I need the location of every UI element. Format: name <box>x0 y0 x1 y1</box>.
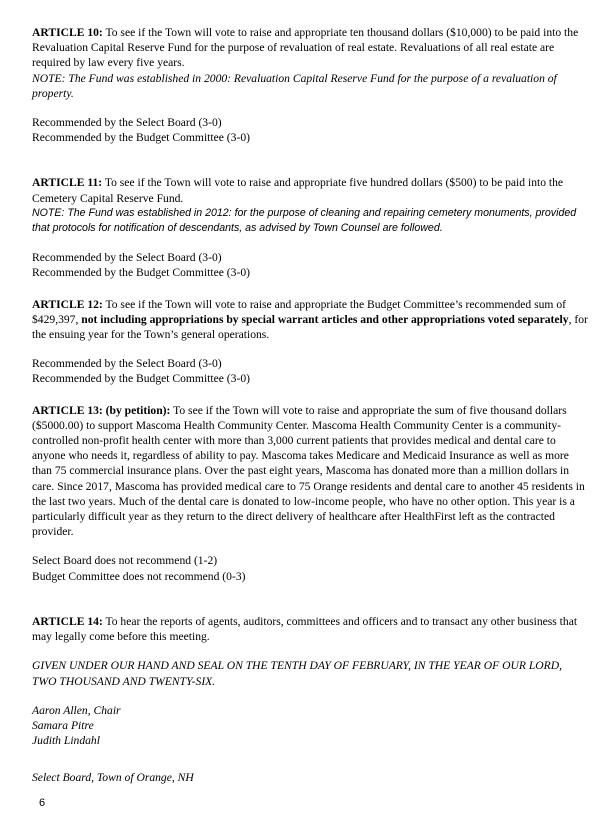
article-13-text: To see if the Town will vote to raise and appropriate the sum of five thousand dollars ($5000.00) to support Mascoma Health Community Center. Mascoma Health Community Center is a community-controlled non-profit health center with more than 3,000 current patients that provides medical and dental care to anyone who needs it, regardless of ability to pay. Mascoma takes Medicare and Medicaid Insurance as well as more than 75 commercial insurance plans. Over the past eight years, Mascoma has donated more than a million dollars in care. Since 2017, Mascoma has provided medical care to 75 Orange residents and dental care to another 45 residents in the last two years. Much of the dental care is donated to low-income people, who have no other option. This year is a particularly difficult year as they return to the direct delivery of healthcare after HealthFirst left as the contracted provider. <box>32 403 585 539</box>
article-11-body <box>32 175 588 205</box>
article-10-text: To see if the Town will vote to raise and appropriate ten thousand dollars ($10,000) to be paid into the Revaluation Capital Reserve Fund for the purpose of revaluation of real estate. Revaluations of all real estate are required by law every five years. <box>32 26 579 70</box>
article-12-text-a: To see if the Town will vote to raise and appropriate the Budget Committee’s recommended sum of $429,397, <box>32 297 566 326</box>
article-11-rec-select: Recommended by the Select Board (3-0) <box>32 251 222 265</box>
article-12-rec-budget: Recommended by the Budget Committee (3-0) <box>32 372 250 386</box>
given-statement: GIVEN UNDER OUR HAND AND SEAL ON THE TENTH DAY OF FEBRUARY, IN THE YEAR OF OUR LORD, TWO THOUSAND AND TWENTY-SIX. <box>32 659 562 688</box>
board-name: Select Board, Town of Orange, NH <box>32 771 194 785</box>
article-12-rec-select: Recommended by the Select Board (3-0) <box>32 357 222 371</box>
article-12-text-b: , for the ensuing year for the Town’s general operations. <box>32 312 588 342</box>
article-11-note: NOTE: The Fund was established in 2012: for the purpose of cleaning and repairing cemetery monuments, provided that protocols for notification of descendants, as advised by Town Counsel are followed. <box>32 206 577 235</box>
article-13-label: ARTICLE 13: (by petition): <box>32 403 171 417</box>
article-13-rec-select: Select Board does not recommend (1-2) <box>32 554 218 568</box>
signatory-3: Judith Lindahl <box>32 734 100 748</box>
article-14-text: To hear the reports of agents, auditors, committees and officers and to transact any other business that may legally come before this meeting. <box>32 614 578 644</box>
article-11-label: ARTICLE 11: <box>32 176 103 190</box>
article-10-note: NOTE: The Fund was established in 2000: Revaluation Capital Reserve Fund for the purpose of a revaluation of property. <box>32 71 557 100</box>
signatory-2: Samara Pitre <box>32 718 94 732</box>
article-11-rec-budget: Recommended by the Budget Committee (3-0) <box>32 266 250 280</box>
article-12-body <box>32 297 588 343</box>
article-13-body <box>32 403 588 540</box>
article-12-text-bold: not including appropriations by special warrant articles and other appropriations voted separately <box>81 312 569 326</box>
article-11-text: To see if the Town will vote to raise and appropriate five hundred dollars ($500) to be paid into the Cemetery Capital Reserve Fund. <box>32 176 564 205</box>
signatory-1: Aaron Allen, Chair <box>32 703 121 717</box>
article-13-rec-budget: Budget Committee does not recommend (0-3) <box>32 569 246 583</box>
article-14-body <box>32 614 588 644</box>
article-12-label: ARTICLE 12: <box>32 297 103 311</box>
article-14-label: ARTICLE 14: <box>32 614 103 628</box>
article-10-label: ARTICLE 10: <box>32 26 103 39</box>
article-10-rec-budget: Recommended by the Budget Committee (3-0) <box>32 131 250 145</box>
article-10-rec-select: Recommended by the Select Board (3-0) <box>32 116 222 130</box>
page-number: 6 <box>39 797 46 809</box>
warrant-content <box>32 25 588 786</box>
article-10-body <box>32 25 588 71</box>
